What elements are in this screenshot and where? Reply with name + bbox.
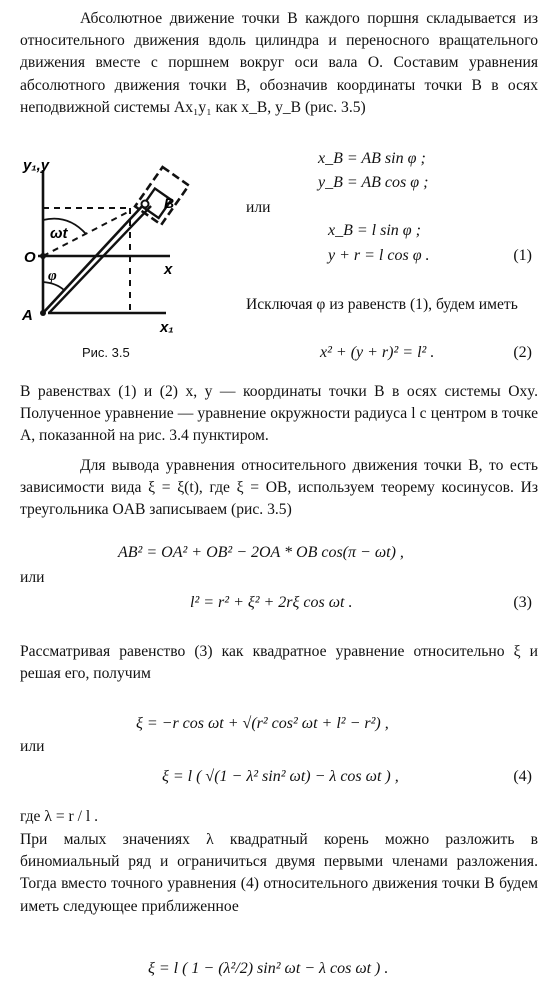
figure-caption: Рис. 3.5 bbox=[82, 345, 130, 360]
equation-approx: ξ = l ( 1 − (λ²/2) sin² ωt − λ cos ωt ) . bbox=[148, 960, 389, 977]
equation-yb: y_B = AB cos φ ; bbox=[318, 174, 429, 191]
equation-number-4: (4) bbox=[513, 768, 532, 785]
point-a bbox=[40, 310, 46, 316]
label-x: x bbox=[164, 261, 173, 278]
paragraph-quadratic: Рассматривая равенство (3) как квадратное уравнение относительно ξ и решая его, получим bbox=[20, 643, 538, 683]
label-b: B bbox=[164, 195, 175, 211]
equation-yr: y + r = l cos φ . bbox=[328, 247, 430, 264]
equation-xb2: x_B = l sin φ ; bbox=[328, 222, 421, 239]
equation-xi-root: ξ = −r cos ωt + √(r² cos² ωt + l² − r²) , bbox=[136, 715, 389, 732]
equation-xb: x_B = AB sin φ ; bbox=[318, 150, 426, 167]
paragraph-where: где λ = r / l . bbox=[20, 808, 98, 825]
connecting-rod-inner bbox=[49, 206, 151, 313]
point-b-pin bbox=[142, 201, 149, 208]
equation-number-2: (2) bbox=[513, 344, 532, 361]
equation-4: ξ = l ( √(1 − λ² sin² ωt) − λ cos ωt ) , bbox=[162, 768, 399, 785]
label-phi: φ bbox=[48, 268, 57, 284]
point-o bbox=[40, 253, 46, 259]
paragraph-relative: Для вывода уравнения относительного движения точки B, то есть зависимости вида ξ = ξ(t), где ξ = OB, используем теорему косинусов. Из треугольника OAB записываем (рис. 3.5) bbox=[20, 457, 538, 519]
label-wt: ωt bbox=[50, 225, 68, 242]
equation-number-3: (3) bbox=[513, 594, 532, 611]
equation-circle: x² + (y + r)² = l² . bbox=[320, 344, 435, 361]
label-x1: x₁ bbox=[160, 319, 174, 336]
equation-number-1: (1) bbox=[513, 247, 532, 264]
label-a: A bbox=[22, 307, 33, 324]
label-o: O bbox=[24, 249, 36, 266]
equation-cosine: AB² = OA² + OB² − 2OA * OB cos(π − ωt) , bbox=[118, 544, 404, 561]
word-ili-2: или bbox=[20, 569, 45, 586]
word-ili-3: или bbox=[20, 738, 45, 755]
paragraph-small-lambda: При малых значениях λ квадратный корень можно разложить в биномиальный ряд и ограничиться двумя первыми членами разложения. Тогда вместо точного уравнения (4) относительного движения точки B будем иметь следующее приближенное bbox=[20, 831, 538, 915]
cylinder bbox=[135, 167, 189, 225]
paragraph-equalities: В равенствах (1) и (2) x, y — координаты точки B в осях системы Oxy. Полученное уравнение — уравнение окружности радиуса l с центром в точке A, показанной на рис. 3.4 пунктиром. bbox=[20, 383, 538, 445]
equation-3: l² = r² + ξ² + 2rξ cos ωt . bbox=[190, 594, 353, 611]
figure-3-5 bbox=[18, 150, 193, 350]
word-ili-1: или bbox=[246, 199, 271, 216]
paragraph-intro: Абсолютное движение точки B каждого поршня складывается из относительного движения вдоль цилиндра и переносного вращательного движения вместе с поршнем вокруг оси вала O. Составим уравнения абсолютного движения точки B, обозначив координаты точки B в осях неподвижной системы Ax₁y₁ как x_B, y_B (рис. 3.5) bbox=[20, 10, 538, 116]
paragraph-exclude: Исключая φ из равенств (1), будем иметь bbox=[246, 296, 518, 313]
label-y1y: y₁,y bbox=[23, 157, 50, 174]
